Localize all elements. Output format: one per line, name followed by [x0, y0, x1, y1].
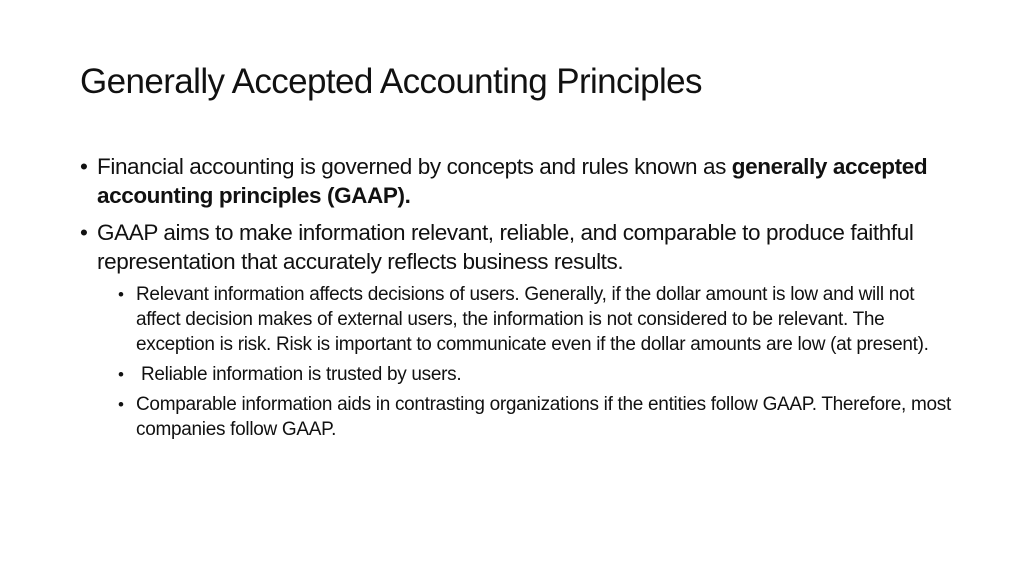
- bullet-dot-icon: •: [118, 395, 124, 414]
- bullet-dot-icon: •: [80, 220, 88, 245]
- slide-title: Generally Accepted Accounting Principles: [80, 62, 702, 101]
- bullet-dot-icon: •: [80, 154, 88, 179]
- sub-bullet-list: [80, 282, 960, 442]
- sub-bullet-relevant: [118, 282, 960, 357]
- bullet-text: Financial accounting is governed by concepts and rules known as: [97, 154, 732, 179]
- sub-bullet-reliable: [118, 362, 960, 387]
- sub-bullet-comparable: [118, 392, 960, 442]
- bullet-dot-icon: •: [118, 285, 124, 304]
- sub-bullet-text: Relevant information affects decisions of users. Generally, if the dollar amount is low and will not affect decision makes of external users, the information is not considered to be relevant. The exception is risk. Risk is important to communicate even if the dollar amounts are low (at present).: [136, 284, 929, 355]
- bullet-dot-icon: •: [118, 365, 124, 384]
- bullet-gaap-aims: [80, 218, 960, 276]
- slide-body: [80, 152, 960, 447]
- bullet-text: GAAP aims to make information relevant, reliable, and comparable to produce faithful representation that accurately reflects business results.: [97, 220, 914, 274]
- sub-bullet-text: Reliable information is trusted by users.: [136, 364, 462, 385]
- sub-bullet-text: Comparable information aids in contrasting organizations if the entities follow GAAP. Therefore, most companies follow GAAP.: [136, 394, 951, 440]
- bullet-bold-term: generally accepted accounting principles (GAAP).: [97, 154, 928, 208]
- bullet-gaap-definition: [80, 152, 960, 210]
